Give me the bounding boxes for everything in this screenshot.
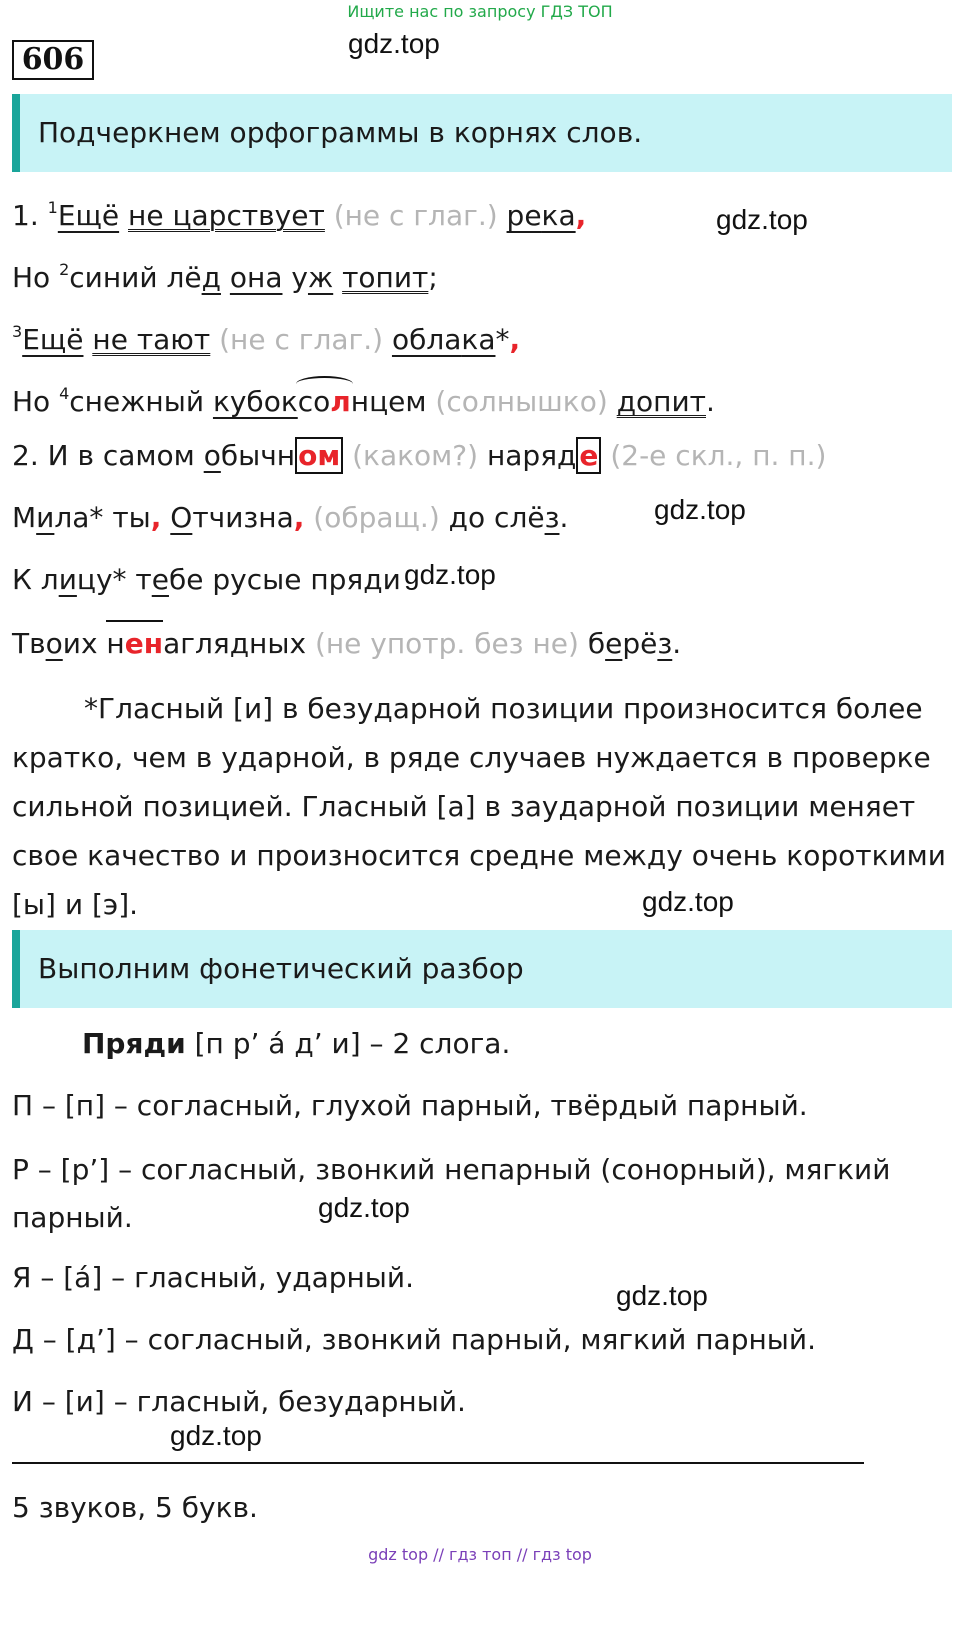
prefix-mark xyxy=(106,624,163,664)
letter: о xyxy=(45,627,63,660)
word: допит xyxy=(616,385,706,418)
watermark: gdz.top xyxy=(404,559,496,590)
punctuation-mark: , xyxy=(575,199,587,232)
text: до слё xyxy=(448,501,545,534)
watermark: gdz.top xyxy=(642,886,734,917)
poem-line-3 xyxy=(12,312,520,360)
text: их xyxy=(62,627,107,660)
poem-line-6 xyxy=(12,498,568,538)
letter: з xyxy=(657,627,673,660)
text: бе русые пряди xyxy=(168,563,401,596)
text: аглядных xyxy=(163,627,315,660)
poem-line-1 xyxy=(12,188,586,236)
phonetic-summary: 5 звуков, 5 букв. xyxy=(12,1491,258,1524)
letter: о xyxy=(203,439,221,472)
text: рё xyxy=(622,627,658,660)
text: ла* ты xyxy=(54,501,151,534)
grammar-note: (солнышко) xyxy=(435,385,608,418)
grammar-note: (не с глаг.) xyxy=(333,199,498,232)
superscript: 2 xyxy=(59,260,70,279)
text: Тв xyxy=(12,627,46,660)
grammar-note: (2-е скл., п. п.) xyxy=(610,439,827,472)
text xyxy=(333,261,342,294)
text: . xyxy=(706,385,715,418)
word-part: тают xyxy=(127,323,211,356)
top-banner: Ищите нас по запросу ГДЗ ТОП xyxy=(347,2,613,21)
word-part: ка xyxy=(541,199,576,232)
word-part: ка xyxy=(461,323,496,356)
text: со xyxy=(297,385,331,418)
letter: и xyxy=(58,563,77,596)
text: М xyxy=(12,501,37,534)
text: тчизна xyxy=(192,501,294,534)
letters: ен xyxy=(124,627,164,660)
phonetic-row: И – [и] – гласный, безударный. xyxy=(12,1385,466,1418)
watermark: gdz.top xyxy=(318,1192,410,1223)
section-heading-text: Выполним фонетический разбор xyxy=(38,952,524,985)
text: нцем xyxy=(350,385,436,418)
phonetic-row: Р – [р’] – согласный, звонкий непарный (сонорный), мягкий парный. xyxy=(12,1153,891,1234)
divider-line xyxy=(12,1462,864,1464)
word xyxy=(392,323,496,356)
punctuation-mark: , xyxy=(150,501,162,534)
letter: О xyxy=(170,501,193,534)
superscript: 1 xyxy=(47,198,58,217)
exercise-number: 606 xyxy=(12,40,94,80)
watermark: gdz.top xyxy=(716,204,808,235)
ending-box: е xyxy=(576,437,601,474)
text: К л xyxy=(12,563,59,596)
poem-line-8 xyxy=(12,624,681,664)
poem-line-7 xyxy=(12,560,401,600)
word: Ещё xyxy=(57,199,120,232)
word-part: ре xyxy=(506,199,542,232)
punctuation-mark: , xyxy=(293,501,305,534)
text: снежный xyxy=(69,385,213,418)
letter: и xyxy=(36,501,55,534)
punctuation-mark: , xyxy=(509,323,521,356)
phonetic-row: П – [п] – согласный, глухой парный, твёрдый парный. xyxy=(12,1089,808,1122)
word: топит xyxy=(342,261,429,294)
text: * xyxy=(495,323,510,356)
text: у xyxy=(282,261,308,294)
word-part: не xyxy=(128,199,164,232)
letter: н xyxy=(106,627,125,660)
text: Но xyxy=(12,385,60,418)
superscript: 3 xyxy=(12,322,23,341)
word: она xyxy=(229,261,283,294)
text: ; xyxy=(428,261,438,294)
footnote-paragraph: *Гласный [и] в безударной позиции произносится более кратко, чем в ударной, в ряде случаев нуждается в проверке сильной позицией. Гласный [а] в заударной позиции меняет свое качество и произносится средне между очень короткими [ы] и [э]. xyxy=(12,692,946,921)
text: бычн xyxy=(220,439,296,472)
word-part: обла xyxy=(391,323,462,356)
section-heading-phonetic xyxy=(12,930,952,1008)
letter: д xyxy=(201,261,221,294)
superscript: 4 xyxy=(59,384,70,403)
section-heading-orthograms xyxy=(12,94,952,172)
transcription: [п р’ а́ д’ и] – 2 слога. xyxy=(194,1027,511,1060)
line-number: 1. xyxy=(12,199,48,232)
text: синий лё xyxy=(69,261,202,294)
watermark: gdz.top xyxy=(170,1420,262,1451)
word-part: не xyxy=(92,323,128,356)
root-arc xyxy=(298,382,351,422)
text: . xyxy=(672,627,682,660)
word xyxy=(128,199,325,232)
letter: е xyxy=(605,627,623,660)
phonetic-word-line xyxy=(82,1024,510,1064)
text: . xyxy=(559,501,569,534)
grammar-note: (обращ.) xyxy=(313,501,440,534)
letter: з xyxy=(544,501,560,534)
poem-line-4 xyxy=(12,374,715,422)
text: наряд xyxy=(486,439,577,472)
text: цу* т xyxy=(76,563,152,596)
text: 2. И в самом xyxy=(12,439,204,472)
watermark: gdz.top xyxy=(654,494,746,525)
footer-links: gdz top // гдз топ // гдз top xyxy=(368,1545,592,1564)
ending-box: ом xyxy=(295,437,343,474)
text: б xyxy=(587,627,606,660)
grammar-note: (не употр. без не) xyxy=(314,627,579,660)
watermark: gdz.top xyxy=(616,1280,708,1311)
word xyxy=(507,199,576,232)
text: Но xyxy=(12,261,60,294)
phonetic-row: Я – [а́] – гласный, ударный. xyxy=(12,1261,415,1294)
letter: е xyxy=(151,563,169,596)
word: кубок xyxy=(212,385,298,418)
section-heading-text: Подчеркнем орфограммы в корнях слов. xyxy=(38,116,643,149)
phonetic-row: Д – [д’] – согласный, звонкий парный, мягкий парный. xyxy=(12,1323,817,1356)
word xyxy=(92,323,210,356)
word: Ещё xyxy=(22,323,84,356)
poem-line-5 xyxy=(12,436,826,476)
letter: ж xyxy=(307,261,334,294)
watermark: gdz.top xyxy=(348,28,440,59)
grammar-note: (не с глаг.) xyxy=(219,323,384,356)
word-part: царствует xyxy=(163,199,325,232)
poem-line-2 xyxy=(12,250,438,298)
letter: л xyxy=(330,385,351,418)
grammar-note: (каком?) xyxy=(352,439,479,472)
text xyxy=(221,261,230,294)
analysed-word: Пряди xyxy=(82,1027,186,1060)
